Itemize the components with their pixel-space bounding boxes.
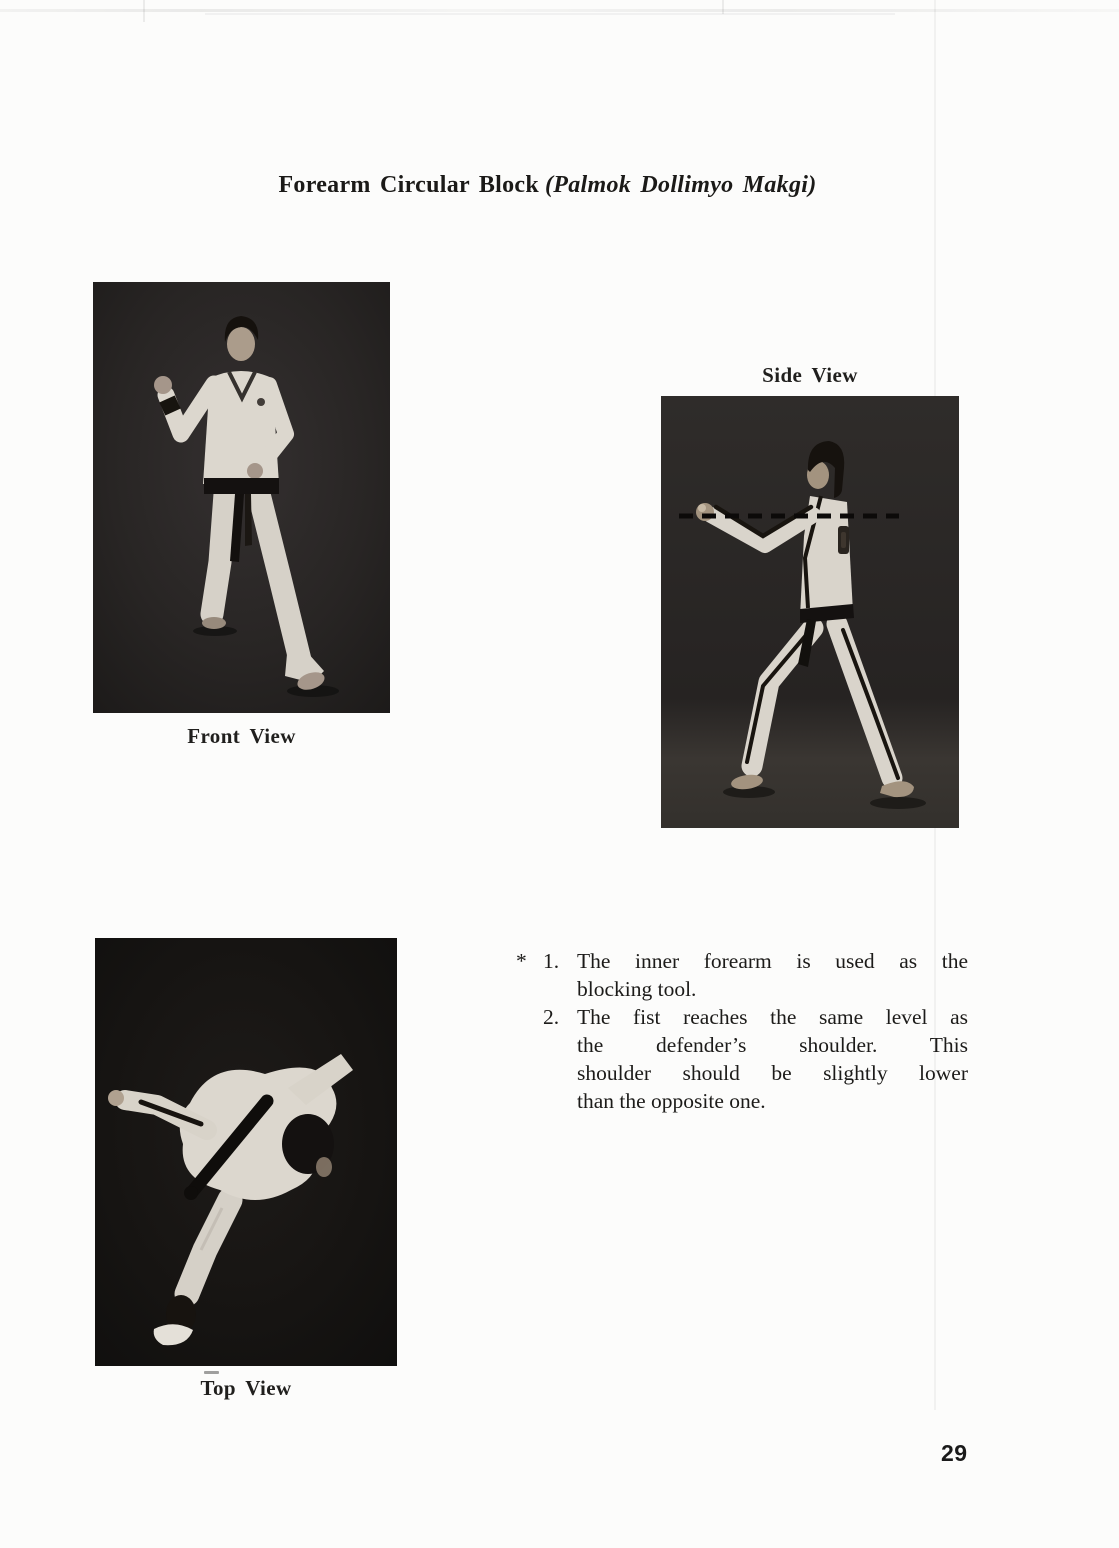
note-item-1 — [516, 947, 968, 1003]
asterisk-marker: * — [516, 949, 527, 973]
title-technique-name: Forearm Circular Block — [278, 172, 539, 198]
front-view-photograph-svg — [93, 282, 390, 713]
note-2-line-4: than the opposite one. — [577, 1089, 766, 1113]
key-points — [516, 947, 968, 1115]
scan-artifact-top-streak — [0, 9, 1119, 12]
scan-artifact-tick-2 — [722, 0, 724, 14]
top-view-photo — [95, 938, 397, 1366]
note-2-line-1: The fist reaches the same level as — [577, 1005, 968, 1029]
note-1-line-1: The inner forearm is used as the — [577, 949, 968, 973]
note-1-number: 1. — [543, 949, 560, 973]
note-item-2 — [516, 1003, 968, 1115]
scan-artifact-top-streak-2 — [205, 13, 895, 15]
note-2-line-3: shoulder should be slightly lower — [577, 1061, 968, 1085]
side-view-photo — [661, 396, 959, 828]
page-number: 29 — [941, 1440, 968, 1466]
side-view-caption: Side View — [762, 363, 858, 387]
page-title — [0, 172, 1095, 199]
scan-artifact-tick-1 — [143, 0, 145, 22]
note-1-line-2: blocking tool. — [577, 977, 697, 1001]
top-view-photograph-svg — [95, 938, 397, 1366]
note-2-line-2: the defender’s shoulder. This — [577, 1033, 968, 1057]
top-view-caption: Top View — [200, 1376, 292, 1400]
note-2-number: 2. — [543, 1005, 560, 1029]
side-view-photograph-svg — [661, 396, 959, 828]
front-view-photo — [93, 282, 390, 713]
title-korean-name: (Palmok Dollimyo Makgi) — [545, 172, 817, 198]
front-view-caption: Front View — [187, 724, 296, 748]
scan-artifact-dash — [204, 1371, 219, 1374]
